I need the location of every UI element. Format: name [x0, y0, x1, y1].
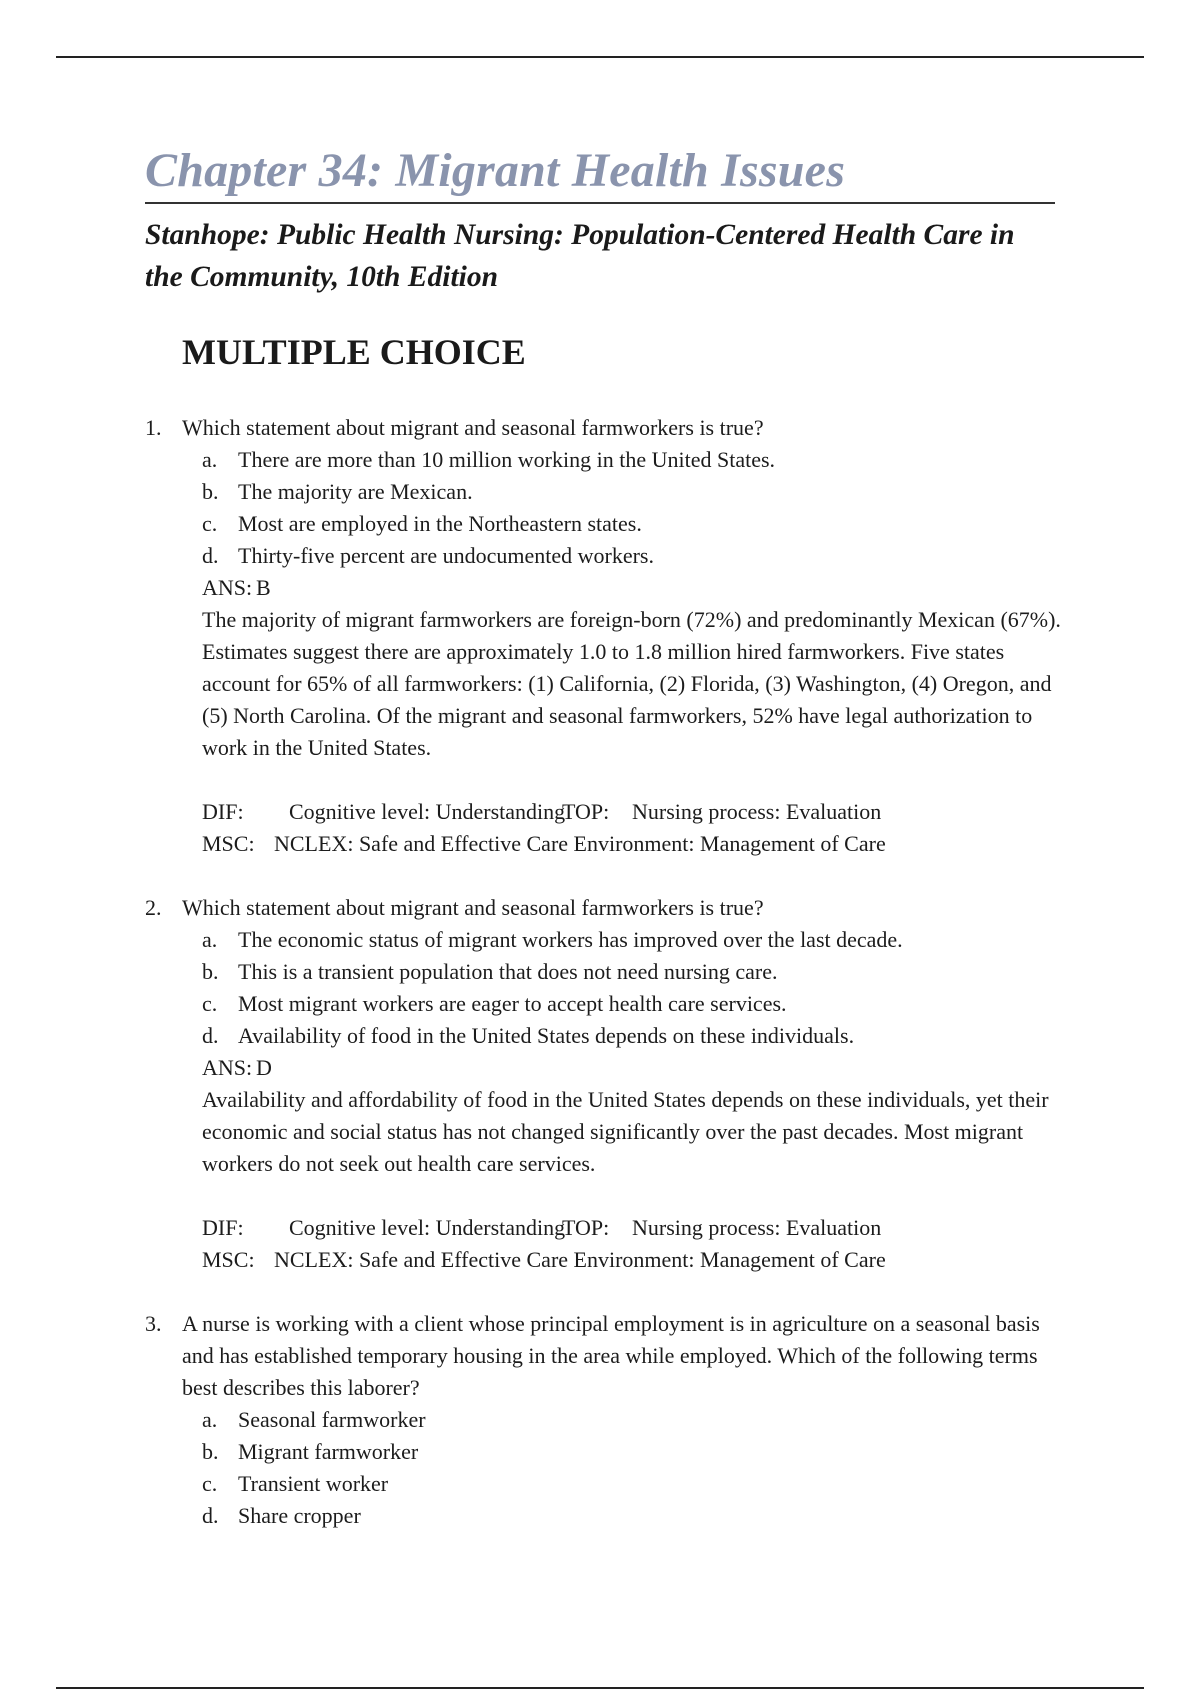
answer-label: ANS:: [202, 575, 253, 600]
question-stem: A nurse is working with a client whose principal employment is in agriculture on a seasonal basis and has established temporary housing in the area while employed. Which of the following terms best describes this laborer?: [182, 1311, 1040, 1400]
option-text: Most migrant workers are eager to accept health care services.: [238, 991, 787, 1016]
bottom-rule: [56, 1687, 1144, 1689]
option-letter: b.: [202, 1439, 219, 1464]
section-heading: MULTIPLE CHOICE: [182, 332, 526, 372]
dif-value: Cognitive level: Understanding: [289, 799, 566, 824]
top-rule: [56, 56, 1144, 58]
option-d: [202, 1020, 1075, 1052]
option-list: [202, 1404, 1075, 1532]
top-label: TOP:: [562, 1215, 610, 1240]
top-label: TOP:: [562, 799, 610, 824]
option-b: [202, 1436, 1075, 1468]
option-text: There are more than 10 million working in the United States.: [238, 447, 776, 472]
msc-label: MSC:: [202, 1247, 255, 1272]
option-letter: a.: [202, 1407, 218, 1432]
book-subtitle: Stanhope: Public Health Nursing: Population-Centered Health Care in the Community, 10th Edition: [145, 219, 1015, 293]
question-stem: Which statement about migrant and seasonal farmworkers is true?: [182, 415, 764, 440]
answer-value: D: [256, 1055, 272, 1080]
option-list: [202, 924, 1075, 1052]
option-d: [202, 1500, 1075, 1532]
option-letter: c.: [202, 1471, 218, 1496]
option-letter: d.: [202, 543, 219, 568]
answer-line: [202, 572, 1075, 604]
option-text: This is a transient population that does not need nursing care.: [238, 959, 778, 984]
option-text: Share cropper: [238, 1503, 361, 1528]
option-text: Transient worker: [238, 1471, 389, 1496]
answer-block: [202, 1052, 1075, 1276]
rationale: Availability and affordability of food in the United States depends on these individuals, yet their economic and social status has not changed significantly over the past decades. Most migrant workers do not seek out health care services.: [202, 1087, 1049, 1176]
top-value: Nursing process: Evaluation: [632, 799, 882, 824]
question-2: [145, 892, 1075, 1276]
option-letter: a.: [202, 447, 218, 472]
question-number: 2.: [145, 895, 162, 920]
option-letter: b.: [202, 959, 219, 984]
option-text: Seasonal farmworker: [238, 1407, 426, 1432]
option-d: [202, 540, 1075, 572]
question-3: [145, 1308, 1075, 1532]
question-stem: Which statement about migrant and seasonal farmworkers is true?: [182, 895, 764, 920]
answer-line: [202, 1052, 1075, 1084]
option-c: [202, 508, 1075, 540]
option-letter: c.: [202, 991, 218, 1016]
answer-value: B: [256, 575, 271, 600]
option-c: [202, 988, 1075, 1020]
option-letter: c.: [202, 511, 218, 536]
option-text: The majority are Mexican.: [238, 479, 473, 504]
top-value: Nursing process: Evaluation: [632, 1215, 882, 1240]
dif-label: DIF:: [202, 1215, 244, 1240]
option-letter: d.: [202, 1023, 219, 1048]
dif-label: DIF:: [202, 799, 244, 824]
option-a: [202, 924, 1075, 956]
msc-value: NCLEX: Safe and Effective Care Environment: Management of Care: [274, 1247, 886, 1272]
option-a: [202, 1404, 1075, 1436]
option-text: Migrant farmworker: [238, 1439, 419, 1464]
option-c: [202, 1468, 1075, 1500]
option-list: [202, 444, 1075, 572]
chapter-title: Chapter 34: Migrant Health Issues: [145, 144, 846, 197]
option-letter: d.: [202, 1503, 219, 1528]
option-letter: b.: [202, 479, 219, 504]
title-underline: [145, 202, 1055, 204]
question-1: [145, 412, 1075, 860]
answer-label: ANS:: [202, 1055, 253, 1080]
msc-value: NCLEX: Safe and Effective Care Environment: Management of Care: [274, 831, 886, 856]
option-text: Most are employed in the Northeastern states.: [238, 511, 642, 536]
option-text: Availability of food in the United States depends on these individuals.: [238, 1023, 855, 1048]
option-b: [202, 956, 1075, 988]
rationale: The majority of migrant farmworkers are foreign-born (72%) and predominantly Mexican (67%). Estimates suggest there are approximately 1.0 to 1.8 million hired farmworkers. Five states account for 65% of all farmworkers: (1) California, (2) Florida, (3) Washington, (4) Oregon, and (5) North Carolina. Of the migrant and seasonal farmworkers, 52% have legal authorization to work in the United States.: [202, 607, 1061, 760]
metadata: [202, 796, 1075, 860]
option-b: [202, 476, 1075, 508]
metadata: [202, 1212, 1075, 1276]
question-number: 1.: [145, 415, 162, 440]
option-letter: a.: [202, 927, 218, 952]
option-text: The economic status of migrant workers has improved over the last decade.: [238, 927, 903, 952]
answer-block: [202, 572, 1075, 860]
msc-label: MSC:: [202, 831, 255, 856]
dif-value: Cognitive level: Understanding: [289, 1215, 566, 1240]
option-a: [202, 444, 1075, 476]
question-number: 3.: [145, 1311, 162, 1336]
option-text: Thirty-five percent are undocumented workers.: [238, 543, 654, 568]
